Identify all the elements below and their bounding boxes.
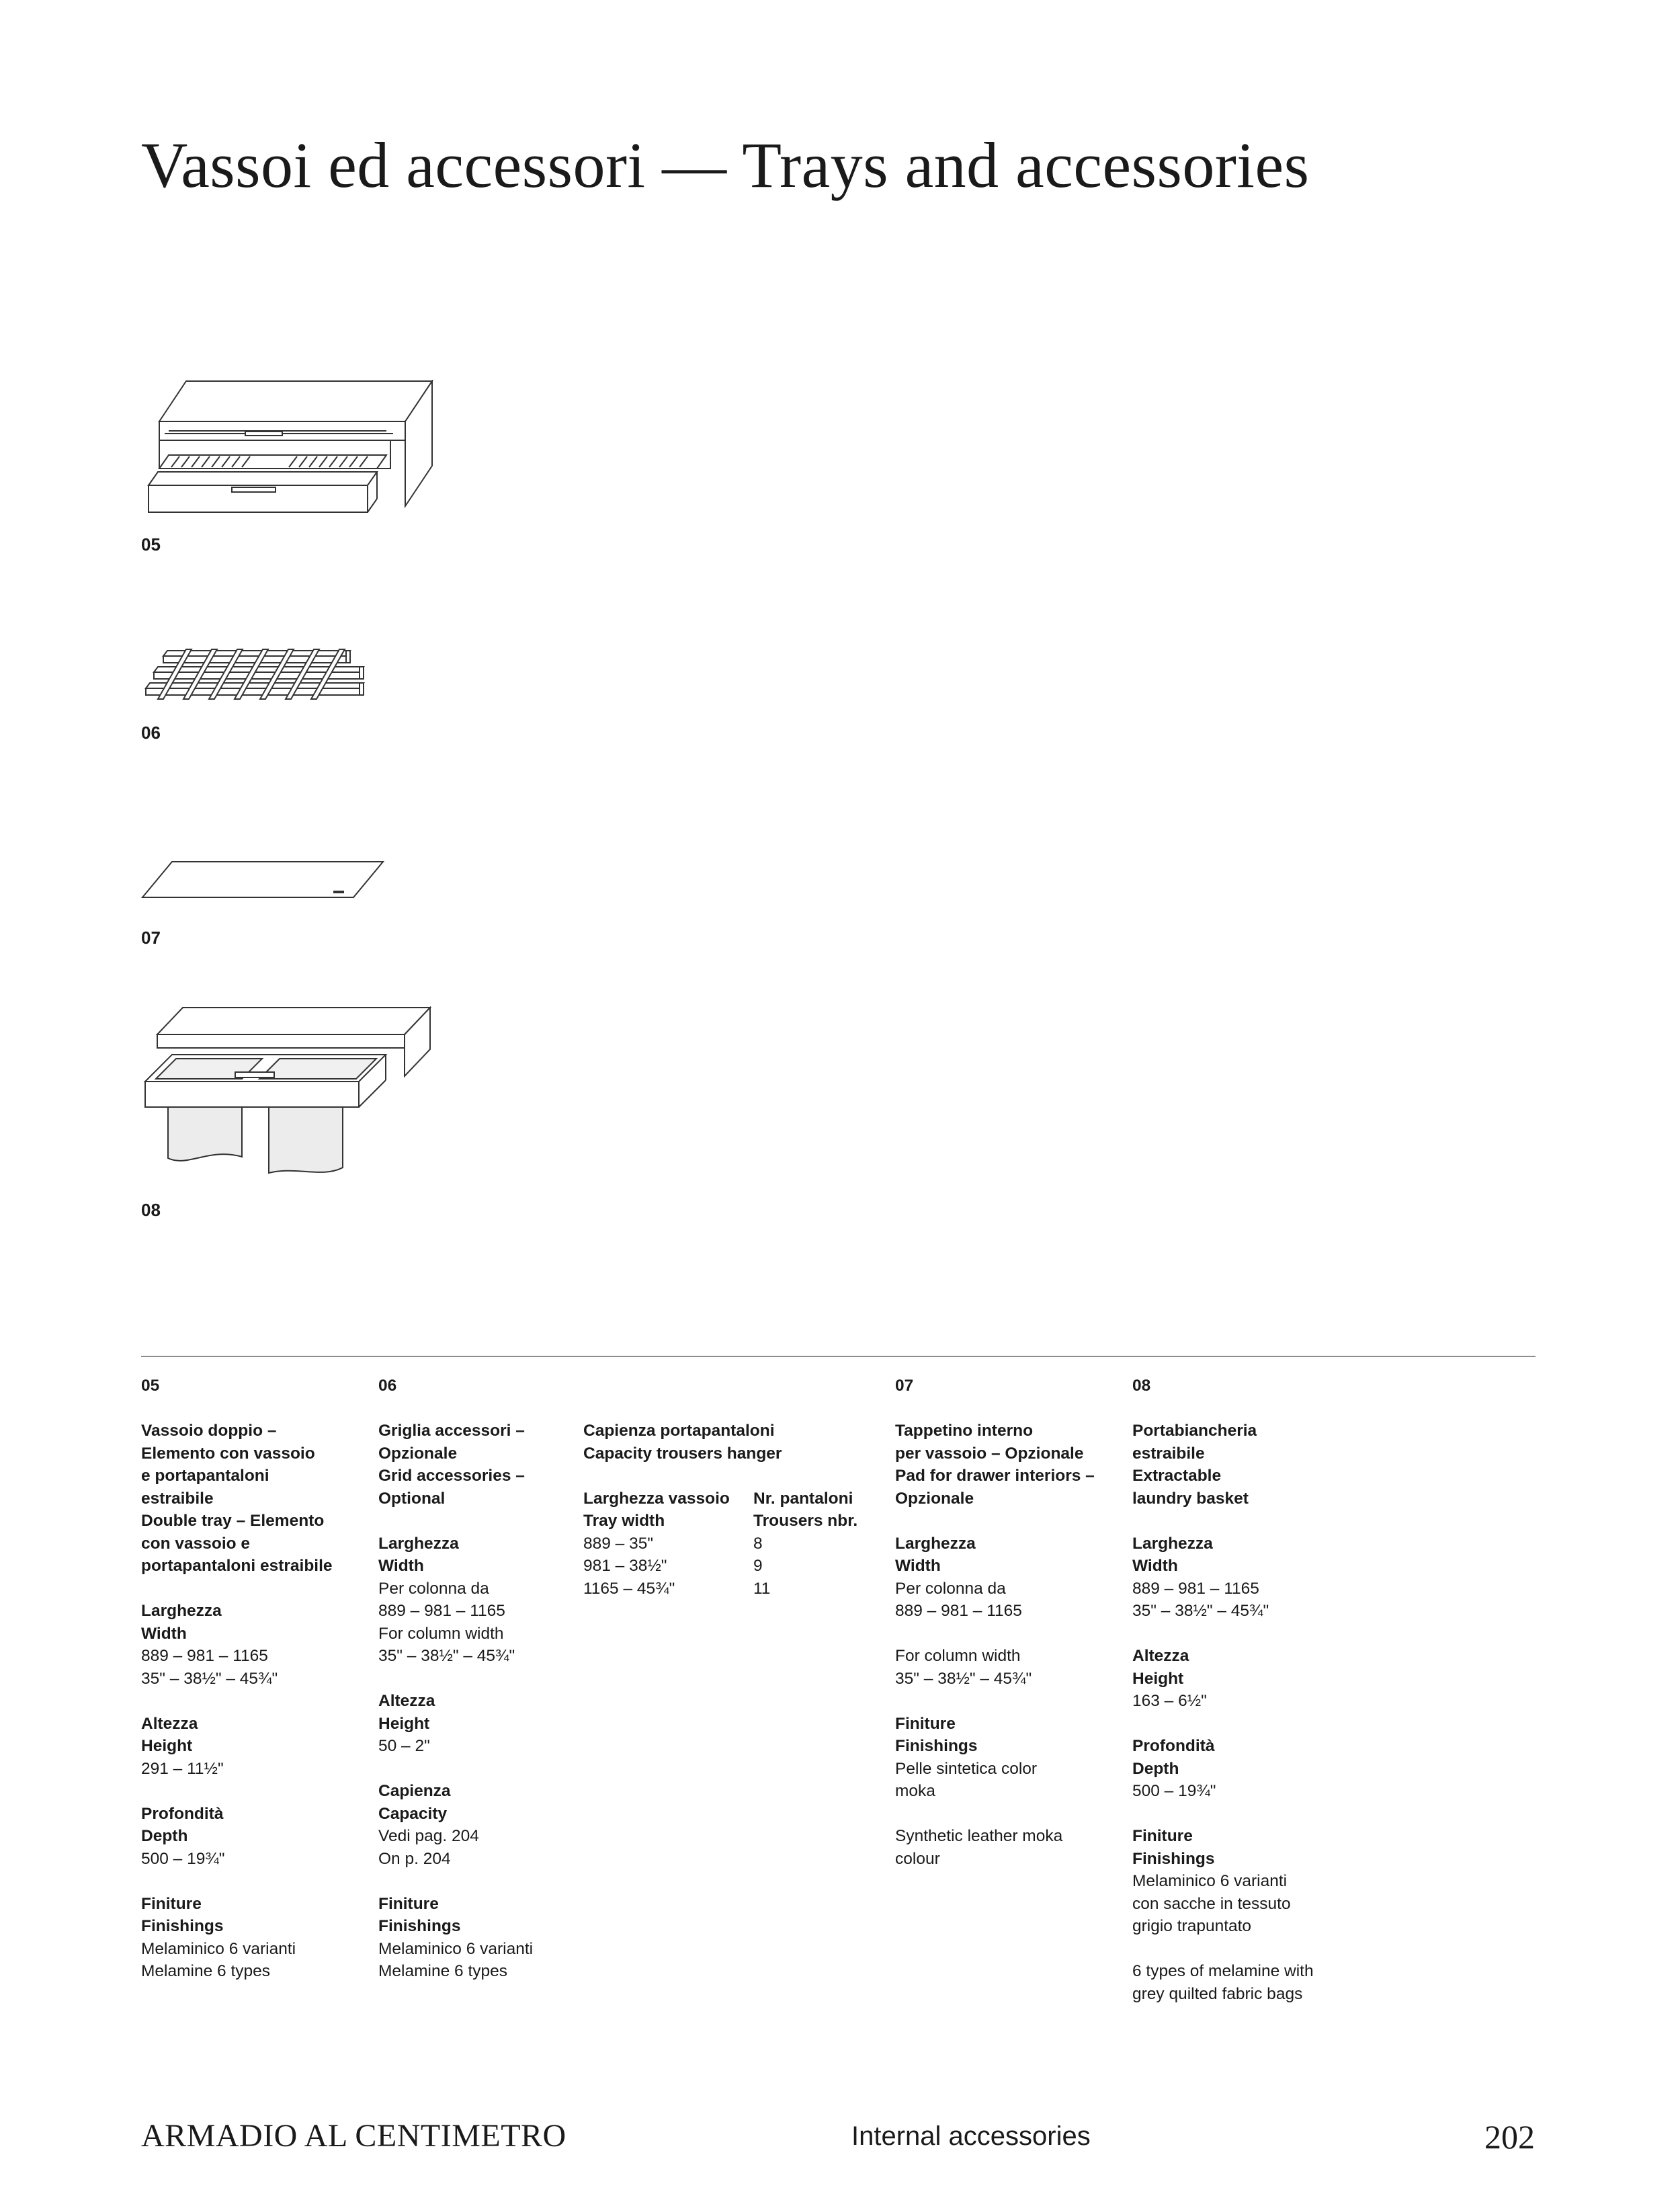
capacity-table-cell: 1165 – 45¾" <box>583 1579 675 1598</box>
finish-value: Melamine 6 types <box>141 1962 271 1980</box>
finish-label: Finiture <box>1132 1827 1193 1845</box>
spec-name-line: Opzionale <box>895 1489 974 1508</box>
finish-value: Melaminico 6 varianti <box>378 1939 534 1958</box>
width-value: For column width <box>378 1624 504 1643</box>
capacity-label: Capacity <box>378 1804 448 1823</box>
height-value: 50 – 2" <box>378 1737 430 1755</box>
capacity-value: Vedi pag. 204 <box>378 1827 479 1845</box>
finish-value: grey quilted fabric bags <box>1132 1984 1303 2003</box>
depth-value: 500 – 19¾" <box>141 1849 225 1868</box>
finish-label: Finishings <box>1132 1849 1215 1868</box>
page-title: Vassoi ed accessori — Trays and accessories <box>141 129 1310 201</box>
capacity-label: Capienza <box>378 1782 451 1800</box>
finish-value: Synthetic leather moka <box>895 1827 1063 1845</box>
spec-name-line: Extractable <box>1132 1467 1222 1485</box>
accessory-grid-icon <box>144 647 376 702</box>
width-value: 35" – 38½" – 45¾" <box>1132 1602 1269 1620</box>
spec-name-line: per vassoio – Opzionale <box>895 1444 1084 1463</box>
width-value: 889 – 981 – 1165 <box>141 1647 268 1665</box>
width-value: 35" – 38½" – 45¾" <box>378 1647 515 1665</box>
height-label: Altezza <box>378 1692 435 1710</box>
width-value: 889 – 981 – 1165 <box>895 1602 1022 1620</box>
height-label: Height <box>378 1714 430 1733</box>
capacity-table-title: Capacity trousers hanger <box>583 1444 782 1463</box>
spec-name-line: e portapantaloni <box>141 1467 269 1485</box>
finish-value: Melamine 6 types <box>378 1962 508 1980</box>
capacity-table-col-width <box>583 1488 730 1600</box>
capacity-table-cell: 9 <box>753 1557 763 1575</box>
spec-number: 05 <box>141 1377 160 1395</box>
finish-label: Finiture <box>141 1894 202 1913</box>
spec-name-line: Griglia accessori – <box>378 1422 525 1440</box>
width-label: Larghezza <box>141 1602 222 1620</box>
width-value: 35" – 38½" – 45¾" <box>895 1669 1032 1688</box>
finish-label: Finishings <box>895 1737 978 1755</box>
height-value: 291 – 11½" <box>141 1759 224 1778</box>
finish-label: Finishings <box>141 1917 224 1935</box>
double-tray-drawer-icon <box>144 380 440 518</box>
spec-name-line: con vassoio e <box>141 1534 251 1553</box>
finish-value: colour <box>895 1849 940 1868</box>
spec-name-line: estraibile <box>1132 1444 1205 1463</box>
spec-name-line: Grid accessories – <box>378 1467 525 1485</box>
depth-label: Profondità <box>1132 1737 1215 1755</box>
finish-value: Melaminico 6 varianti <box>1132 1872 1288 1890</box>
spec-column-08 <box>1132 1375 1314 2005</box>
capacity-table-header: Tray width <box>583 1512 665 1530</box>
illustration-number: 07 <box>141 928 161 948</box>
depth-label: Profondità <box>141 1804 224 1823</box>
laundry-basket-drawer-icon <box>141 1006 437 1181</box>
capacity-table-cell: 889 – 35" <box>583 1534 654 1553</box>
spec-name-line: Elemento con vassoio <box>141 1444 315 1463</box>
capacity-table-header: Nr. pantaloni <box>753 1489 853 1508</box>
illustration-number: 08 <box>141 1200 161 1220</box>
depth-label: Depth <box>141 1827 188 1845</box>
capacity-table <box>583 1375 782 1488</box>
width-value: 889 – 981 – 1165 <box>378 1602 505 1620</box>
height-value: 163 – 6½" <box>1132 1692 1207 1710</box>
spec-number: 07 <box>895 1377 914 1395</box>
width-value: 889 – 981 – 1165 <box>1132 1579 1259 1598</box>
height-label: Height <box>141 1737 193 1755</box>
spec-column-05 <box>141 1375 333 1983</box>
width-value: For column width <box>895 1647 1021 1665</box>
spec-name-line: estraibile <box>141 1489 214 1508</box>
illustration-number: 05 <box>141 534 161 555</box>
spec-name-line: Vassoio doppio – <box>141 1422 277 1440</box>
spec-name-line: Tappetino interno <box>895 1422 1034 1440</box>
spec-number: 08 <box>1132 1377 1151 1395</box>
width-label: Width <box>141 1624 187 1643</box>
capacity-table-title: Capienza portapantaloni <box>583 1422 775 1440</box>
finish-value: Pelle sintetica color <box>895 1759 1038 1778</box>
spec-name-line: portapantaloni estraibile <box>141 1557 333 1575</box>
page-number: 202 <box>1484 2118 1535 2156</box>
finish-label: Finiture <box>378 1894 439 1913</box>
capacity-table-cell: 8 <box>753 1534 763 1553</box>
width-value: Per colonna da <box>895 1579 1006 1598</box>
spec-name-line: laundry basket <box>1132 1489 1249 1508</box>
finish-label: Finishings <box>378 1917 461 1935</box>
spec-column-06 <box>378 1375 533 1983</box>
spec-name-line: Pad for drawer interiors – <box>895 1467 1095 1485</box>
spec-name-line: Opzionale <box>378 1444 458 1463</box>
footer-collection-name: ARMADIO AL CENTIMETRO <box>141 2118 566 2154</box>
width-label: Larghezza <box>1132 1534 1213 1553</box>
depth-label: Depth <box>1132 1759 1179 1778</box>
footer-section-name: Internal accessories <box>851 2121 1091 2151</box>
drawer-pad-icon <box>141 860 386 901</box>
capacity-table-cell: 981 – 38½" <box>583 1557 667 1575</box>
finish-value: Melaminico 6 varianti <box>141 1939 296 1958</box>
spec-name-line: Optional <box>378 1489 446 1508</box>
capacity-table-header: Trousers nbr. <box>753 1512 858 1530</box>
finish-value: moka <box>895 1782 935 1800</box>
capacity-table-header: Larghezza vassoio <box>583 1489 730 1508</box>
width-value: 35" – 38½" – 45¾" <box>141 1669 278 1688</box>
spec-name-line: Portabiancheria <box>1132 1422 1257 1440</box>
finish-value: 6 types of melamine with <box>1132 1962 1314 1980</box>
width-label: Width <box>378 1557 424 1575</box>
width-label: Larghezza <box>895 1534 976 1553</box>
finish-label: Finiture <box>895 1714 956 1733</box>
capacity-table-col-count <box>753 1488 857 1600</box>
section-divider <box>141 1356 1536 1357</box>
capacity-table-cell: 11 <box>753 1579 771 1598</box>
finish-value: grigio trapuntato <box>1132 1917 1252 1935</box>
width-label: Width <box>895 1557 941 1575</box>
depth-value: 500 – 19¾" <box>1132 1782 1216 1800</box>
spec-column-07 <box>895 1375 1095 1870</box>
height-label: Height <box>1132 1669 1184 1688</box>
width-label: Larghezza <box>378 1534 459 1553</box>
height-label: Altezza <box>141 1714 198 1733</box>
spec-name-line: Double tray – Elemento <box>141 1512 325 1530</box>
capacity-value: On p. 204 <box>378 1849 451 1868</box>
finish-value: con sacche in tessuto <box>1132 1894 1291 1913</box>
height-label: Altezza <box>1132 1647 1189 1665</box>
illustration-number: 06 <box>141 723 161 743</box>
width-value: Per colonna da <box>378 1579 489 1598</box>
width-label: Width <box>1132 1557 1178 1575</box>
spec-number: 06 <box>378 1377 397 1395</box>
